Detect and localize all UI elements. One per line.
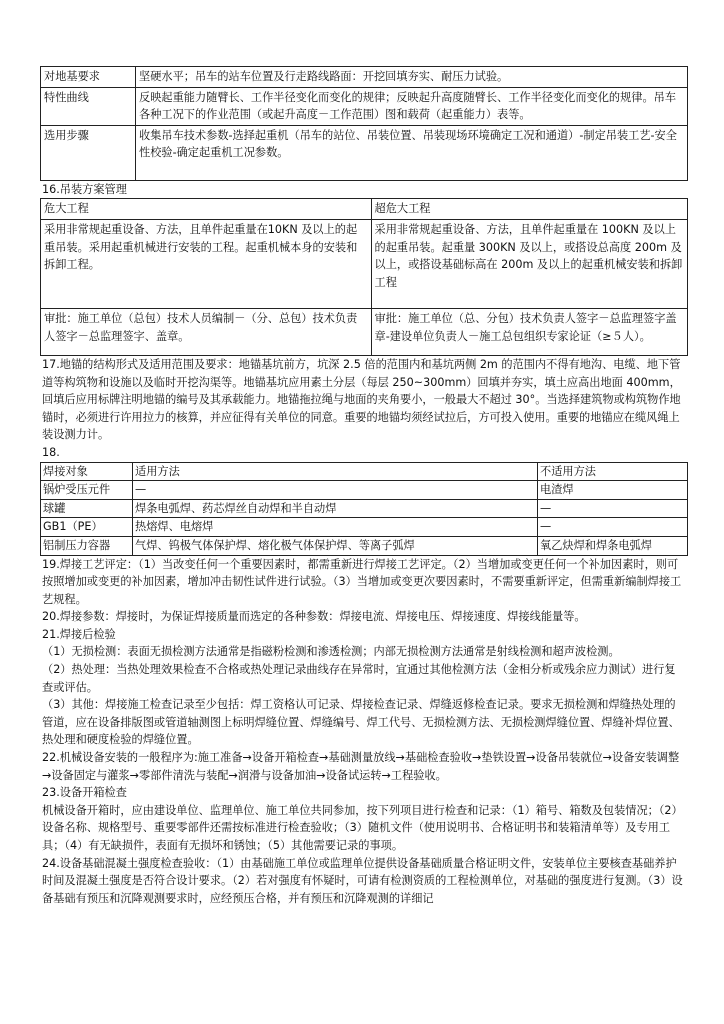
table-cell: 铝制压力容器 (41, 536, 133, 555)
crane-requirements-table (40, 66, 688, 181)
table-row (41, 219, 688, 308)
table-cell: — (538, 518, 688, 537)
column-header: 超危大工程 (371, 199, 688, 220)
column-header: 焊接对象 (41, 462, 133, 481)
table-row (41, 518, 688, 537)
table-cell: 采用非常规起重设备、方法，且单件起重量在10KN 及以上的起重吊装。采用起重机械进行安装的工程。起重机械本身的安装和拆卸工程。 (41, 219, 372, 308)
table-cell: 审批：施工单位（总、分包）技术负责人签字－总监理签字盖章-建设单位负责人－施工总包组织专家论证（≥５人）。 (371, 308, 688, 355)
table-cell: 球罐 (41, 499, 133, 518)
table-cell: — (538, 499, 688, 518)
paragraph-23: 机械设备开箱时，应由建设单位、监理单位、施工单位共同参加，按下列项目进行检查和记录：（1）箱号、箱数及包装情况；（2）设备名称、规格型号、重要零部件还需按标准进行检查验收；（3）随机文件（使用说明书、合格证明书和装箱清单等）及专用工具；（4）有无缺损件，表面有无损坏和锈蚀；（5）其他需要记录的事项。 (42, 803, 683, 852)
table-row (41, 499, 688, 518)
table-header-row (41, 462, 688, 481)
section-16-title: 16.吊装方案管理 (42, 182, 127, 196)
table-cell: 审批：施工单位（总包）技术人员编制－（分、总包）技术负责人签字－总监理签字、盖章。 (41, 308, 372, 355)
table-row (41, 481, 688, 500)
lifting-plan-table (40, 198, 688, 356)
table-cell: 采用非常规起重设备、方法，且单件起重量在 100KN 及以上的起重吊装。起重量 300KN 及以上，或搭设总高度 200m 及以上，或搭设基础标高在 200m 及以上的起重机械安装和拆卸工程 (371, 219, 688, 308)
table-cell-content: 反映起重能力随臂长、工作半径变化而变化的规律；反映起升高度随臂长、工作半径变化而变化的规律。吊车各种工况下的作业范围（或起升高度－工作范围）图和载荷（起重能力）表等。 (136, 87, 688, 125)
table-cell: 锅炉受压元件 (41, 481, 133, 500)
table-cell-label: 对地基要求 (41, 67, 136, 88)
paragraph-22: 22.机械设备安装的一般程序为:施工准备→设备开箱检查→基础测量放线→基础检查验收→垫铁设置→设备吊装就位→设备安装调整→设备固定与灌浆→零部件清洗与装配→润滑与设备加油→设备试运转→工程验收。 (42, 751, 680, 782)
table-row (41, 125, 688, 180)
welding-methods-table (40, 462, 688, 556)
table-cell-content: 收集吊车技术参数-选择起重机（吊车的站位、吊装位置、吊装现场环境确定工况和通道）-制定吊装工艺-安全性校验-确定起重机工况参数。 (136, 125, 688, 180)
section-17-text: 17.地锚的结构形式及适用范围及要求：地锚基坑前方，坑深 2.5 倍的范围内和基坑两侧 2m 的范围内不得有地沟、电缆、地下管道等构筑物和设施以及临时开挖沟渠等。地锚基坑应用素土分层（每层 250~300mm）回填并夯实，填土应高出地面 400mm，回填后应用标牌注明地锚的编号及其承载能力。地锚拖拉绳与地面的夹角要小，一般最大不超过 30°。当选择建筑物或构筑物作地锚时，必须进行许用拉力的核算，并应征得有关单位的同意。重要的地锚均须经试拉后，方可投入使用。重要的地锚应在缆风绳上装设测力计。 (42, 357, 681, 442)
document-page (40, 66, 688, 907)
table-cell: GB1（PE） (41, 518, 133, 537)
section-23-title: 23.设备开箱检查 (42, 786, 127, 800)
table-cell: 电渣焊 (538, 481, 688, 500)
paragraph-24: 24.设备基础混凝土强度检查验收：（1）由基础施工单位或监理单位提供设备基础质量合格证明文件，安装单位主要核查基础养护时间及混凝土强度是否符合设计要求。（2）若对强度有怀疑时，可请有检测资质的工程检测单位，对基础的强度进行复测。（3）设备基础有预压和沉降观测要求时，应经预压合格，并有预压和沉降观测的详细记 (42, 856, 683, 905)
paragraph-20: 20.焊接参数：焊接时，为保证焊接质量而选定的各种参数：焊接电流、焊接电压、焊接速度、焊接线能量等。 (42, 610, 586, 624)
column-header: 适用方法 (133, 462, 538, 481)
table-cell: 热熔焊、电熔焊 (133, 518, 538, 537)
table-cell-label: 选用步骤 (41, 125, 136, 180)
table-row (41, 67, 688, 88)
table-header-row (41, 199, 688, 220)
paragraph-21-3: （3）其他：焊接施工检查记录至少包括：焊工资格认可记录、焊接检查记录、焊缝返修检查记录。要求无损检测和焊缝热处理的管道，应在设备排版图或管道轴测图上标明焊缝位置、焊缝编号、焊工代号、无损检测方法、无损检测焊缝位置、焊缝补焊位置、热处理和硬度检验的焊缝位置。 (42, 698, 680, 747)
paragraph-21-1: （1）无损检测：表面无损检测方法通常是指磁粉检测和渗透检测；内部无损检测方法通常是射线检测和超声波检测。 (42, 645, 620, 659)
table-cell: 焊条电弧焊、药芯焊丝自动焊和半自动焊 (133, 499, 538, 518)
table-row (41, 536, 688, 555)
paragraph-21-2: （2）热处理：当热处理效果检查不合格或热处理记录曲线存在异常时，宜通过其他检测方法（金相分析或残余应力测试）进行复查或评估。 (42, 663, 676, 694)
section-21-title: 21.焊接后检验 (42, 627, 116, 641)
table-cell-label: 特性曲线 (41, 87, 136, 125)
table-cell-content: 坚硬水平；吊车的站车位置及行走路线路面：开挖回填夯实、耐压力试验。 (136, 67, 688, 88)
table-cell: — (133, 481, 538, 500)
column-header: 危大工程 (41, 199, 372, 220)
table-row (41, 87, 688, 125)
table-cell: 氧乙炔焊和焊条电弧焊 (538, 536, 688, 555)
table-cell: 气焊、钨极气体保护焊、熔化极气体保护焊、等离子弧焊 (133, 536, 538, 555)
table-row (41, 308, 688, 355)
column-header: 不适用方法 (538, 462, 688, 481)
section-18-title: 18. (42, 445, 60, 459)
paragraph-19: 19.焊接工艺评定：（1）当改变任何一个重要因素时，都需重新进行焊接工艺评定。（2）当增加或变更任何一个补加因素时，则可按照增加或变更的补加因素，增加冲击韧性试件进行试验。（3）当增加或变更次要因素时，不需要重新评定，但需重新编制焊接工艺规程。 (42, 557, 682, 606)
